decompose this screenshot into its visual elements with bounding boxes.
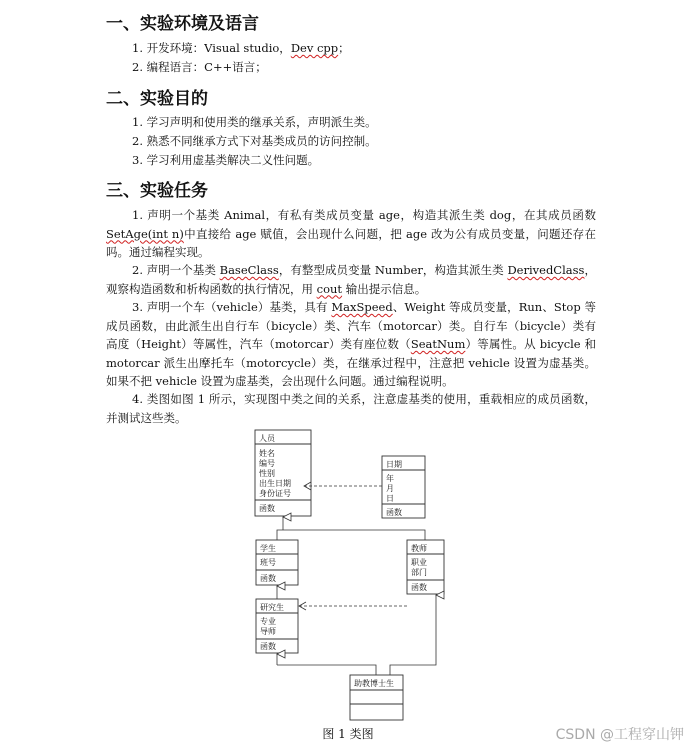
text: 中直接给 age 赋值，会出现什么问题，把 age 改为公有成员变量，问题还存在吗。通过编程实现。: [106, 226, 596, 259]
list-item: 3. 学习利用虚基类解决二义性问题。: [132, 153, 320, 167]
person-ops: 函数: [259, 504, 275, 513]
text: ，有整型成员变量 Number，构造其派生类: [278, 263, 508, 277]
teacher-class-name: 教师: [411, 544, 427, 553]
spell-marked-text: SetAge(int n): [106, 226, 184, 241]
text: 3. 声明一个车（vehicle）基类，具有: [132, 300, 332, 314]
date-attr: 年: [386, 474, 394, 483]
person-attr: 出生日期: [259, 479, 291, 488]
date-ops: 函数: [386, 508, 402, 517]
person-attr: 姓名: [259, 449, 275, 458]
list-text: ；: [338, 41, 350, 55]
watermark: CSDN @工程穿山钾: [555, 727, 684, 743]
student-attr: 班号: [260, 558, 276, 567]
spell-marked-text: SeatNum: [410, 337, 466, 351]
generalization-line: [277, 665, 376, 675]
spell-marked-text: Dev cpp: [290, 41, 339, 55]
list-item: 2. 熟悉不同继承方式下对基类成员的访问控制。: [132, 134, 377, 148]
text: 、Weight 等成员变量，Run、Stop 等成员函数，由此派生出自行车（bicycle）类、汽车（motorcar）类。自行车（bicycle）类有高度（Height）等属性，汽车（motorcar）类有座位数（: [106, 300, 596, 351]
graduate-attr: 导师: [260, 627, 276, 636]
generalization-line: [277, 530, 425, 540]
person-attr: 性别: [259, 469, 275, 478]
graduate-attr: 专业: [260, 617, 276, 626]
student-class-name: 学生: [260, 544, 276, 553]
text: 1. 声明一个基类 Animal，有私有类成员变量 age，构造其派生类 dog，在其成员函数: [132, 208, 596, 222]
heading-tasks: 三、实验任务: [106, 181, 208, 201]
generalization-line: [390, 606, 436, 675]
text: ）等属性。从 bicycle 和 motorcar 派生出摩托车（motorcycle）类，在继承过程中，注意把 vehicle 设置为虚基类。如果不把 vehicle 设置为虚基类，会出现什么问题。通过编程说明。: [106, 337, 596, 388]
list-number: 1.: [132, 41, 143, 55]
person-attr: 编号: [259, 459, 275, 468]
list-text: 编程语言：C++语言；: [146, 60, 267, 74]
date-class-name: 日期: [386, 460, 402, 469]
graduate-ops: 函数: [260, 642, 276, 651]
text: 2. 声明一个基类: [132, 263, 220, 277]
spell-marked-text: MaxSpeed: [331, 300, 393, 314]
list-text: 开发环境：Visual studio，: [146, 41, 291, 55]
spell-marked-text: BaseClass: [219, 263, 279, 277]
teacher-attr: 部门: [411, 568, 427, 577]
heading-purpose: 二、实验目的: [106, 89, 208, 109]
ta-class-name: 助教博士生: [354, 679, 394, 688]
person-attr: 身份证号: [259, 489, 291, 498]
task-paragraph-4: 4. 类图如图 1 所示，实现图中类之间的关系，注意虚基类的使用，重载相应的成员函数，并测试这些类。: [106, 392, 596, 425]
date-attr: 日: [386, 494, 394, 503]
figure-caption: 图 1 类图: [322, 727, 374, 741]
spell-marked-text: DerivedClass: [507, 263, 585, 277]
list-number: 2.: [132, 60, 143, 74]
heading-environment: 一、实验环境及语言: [106, 14, 259, 34]
text: 输出提示信息。: [342, 281, 427, 296]
date-attr: 月: [386, 484, 394, 493]
person-class-name: 人员: [259, 434, 275, 443]
teacher-attr: 职业: [411, 558, 427, 567]
text: ，观察构造函数和析构函数的执行情况，用: [106, 263, 596, 296]
list-item: 1. 学习声明和使用类的继承关系，声明派生类。: [132, 115, 377, 129]
spell-marked-text: cout: [316, 281, 343, 296]
teacher-ops: 函数: [411, 583, 427, 592]
student-ops: 函数: [260, 574, 276, 583]
graduate-class-name: 研究生: [260, 603, 284, 612]
